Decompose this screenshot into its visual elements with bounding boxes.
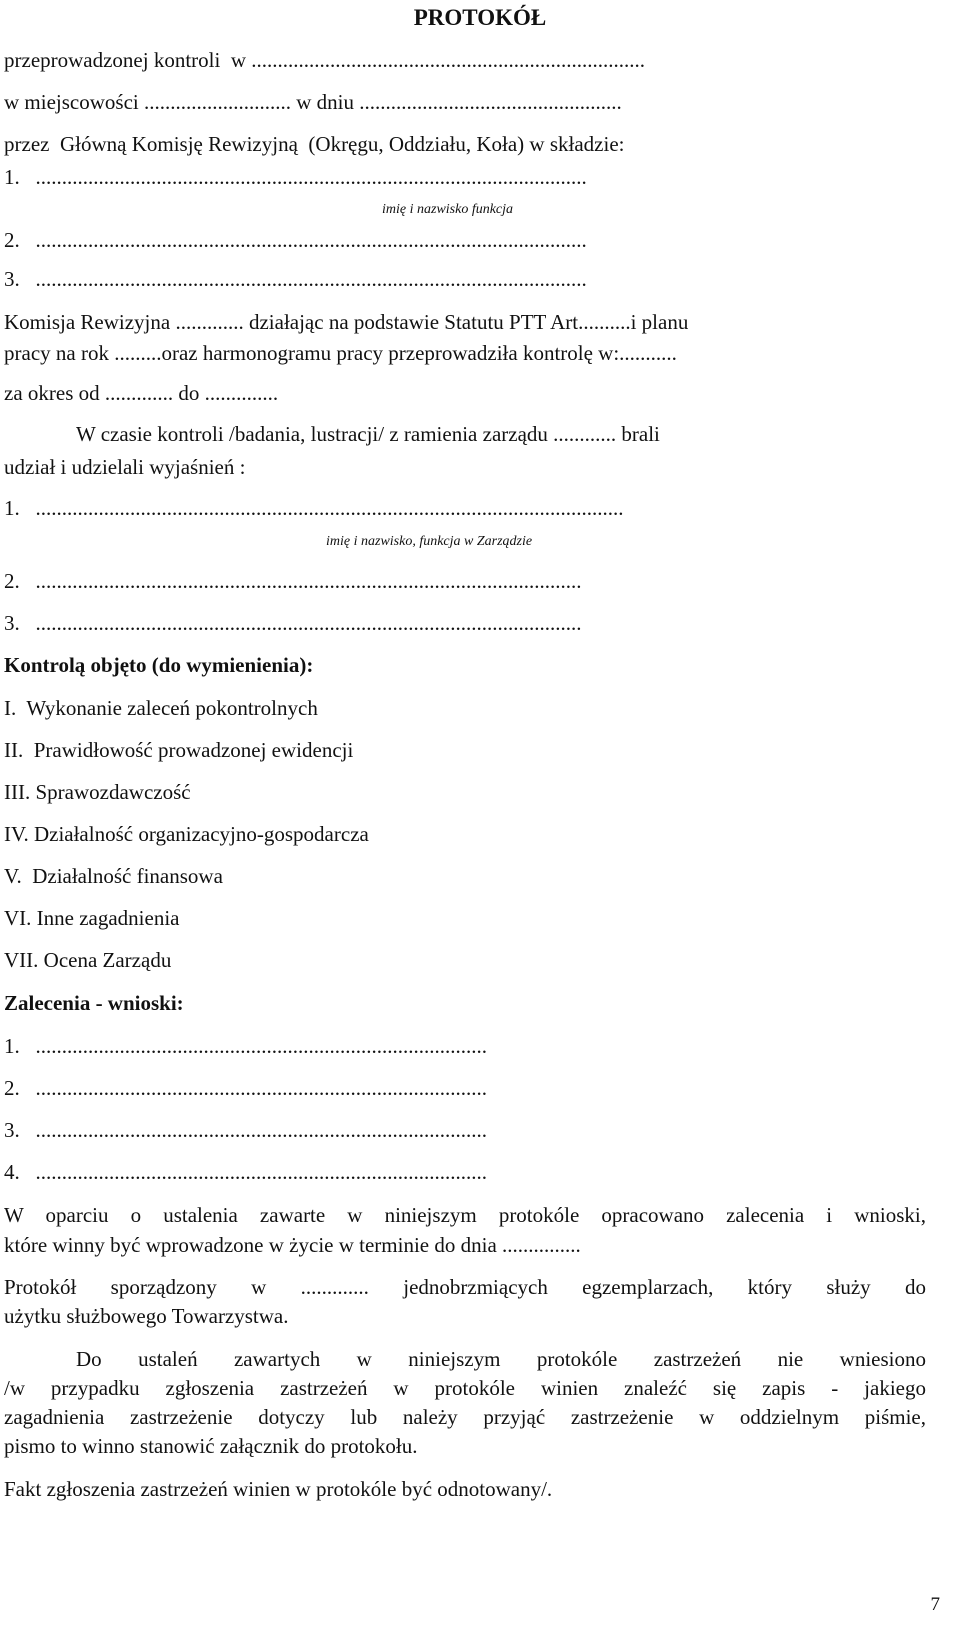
closing-paragraph-4: Fakt zgłoszenia zastrzeżeń winien w protokóle być odnotowany/. xyxy=(4,1477,553,1501)
members-caption: imię i nazwisko funkcja xyxy=(382,202,514,217)
scope-item-6: VI. Inne zagadnienia xyxy=(4,906,180,930)
closing-paragraph-3-line-3: zagadnienia zastrzeżenie dotyczy lub należy przyjąć zastrzeżenie w oddzielnym piśmie, xyxy=(4,1405,926,1429)
period-line: za okres od ............. do .............. xyxy=(4,381,279,405)
participant-line-3: 3. ........................................................................................................ xyxy=(4,611,582,635)
recommendation-line-2: 2. ...................................................................................... xyxy=(4,1076,487,1100)
scope-heading: Kontrolą objęto (do wymienienia): xyxy=(4,653,314,677)
recommendations-heading: Zalecenia - wnioski: xyxy=(4,991,184,1015)
participant-line-1: 1. ................................................................................................................ xyxy=(4,496,624,520)
header-line-commission: przez Główną Komisję Rewizyjną (Okręgu, Oddziału, Koła) w składzie: xyxy=(4,132,625,156)
commission-basis-line: Komisja Rewizyjna ............. działając na podstawie Statutu PTT Art..........i planu xyxy=(4,310,689,334)
closing-paragraph-2-line-2: użytku służbowego Towarzystwa. xyxy=(4,1304,289,1328)
closing-paragraph-3-line-2: /w przypadku zgłoszenia zastrzeżeń w protokóle winien znaleźć się zapis - jakiego xyxy=(4,1376,926,1400)
member-line-1: 1. ......................................................................................................... xyxy=(4,165,587,189)
document-title: PROTOKÓŁ xyxy=(413,5,547,30)
work-plan-line: pracy na rok .........oraz harmonogramu pracy przeprowadziła kontrolę w:........... xyxy=(4,341,677,365)
closing-paragraph-3-line-1: Do ustaleń zawartych w niniejszym protokóle zastrzeżeń nie wniesiono xyxy=(76,1347,926,1371)
participants-caption: imię i nazwisko, funkcja w Zarządzie xyxy=(326,534,533,549)
member-line-3: 3. ......................................................................................................... xyxy=(4,267,587,291)
page-number: 7 xyxy=(930,1594,940,1615)
scope-item-7: VII. Ocena Zarządu xyxy=(4,948,172,972)
header-line-place-date: w miejscowości ............................ w dniu .................................................. xyxy=(4,90,622,114)
recommendation-line-1: 1. ...................................................................................... xyxy=(4,1034,487,1058)
scope-item-4: IV. Działalność organizacyjno-gospodarcza xyxy=(4,822,369,846)
closing-paragraph-1-line-2: które winny być wprowadzone w życie w terminie do dnia ............... xyxy=(4,1233,581,1257)
participant-line-2: 2. ........................................................................................................ xyxy=(4,569,582,593)
header-line-control: przeprowadzonej kontroli w ........................................................................... xyxy=(4,48,646,72)
closing-paragraph-2-line-1: Protokół sporządzony w ............. jednobrzmiących egzemplarzach, który służy do xyxy=(4,1275,926,1299)
during-control-line: W czasie kontroli /badania, lustracji/ z ramienia zarządu ............ brali xyxy=(76,422,660,446)
scope-item-3: III. Sprawozdawczość xyxy=(4,780,191,804)
scope-item-5: V. Działalność finansowa xyxy=(4,864,223,888)
recommendation-line-4: 4. ...................................................................................... xyxy=(4,1160,487,1184)
scope-item-1: I. Wykonanie zaleceń pokontrolnych xyxy=(4,696,318,720)
closing-paragraph-3-line-4: pismo to winno stanowić załącznik do protokołu. xyxy=(4,1434,418,1458)
participation-line: udział i udzielali wyjaśnień : xyxy=(4,455,246,479)
recommendation-line-3: 3. ...................................................................................... xyxy=(4,1118,487,1142)
scope-item-2: II. Prawidłowość prowadzonej ewidencji xyxy=(4,738,354,762)
member-line-2: 2. ......................................................................................................... xyxy=(4,228,587,252)
closing-paragraph-1-line-1: W oparciu o ustalenia zawarte w niniejszym protokóle opracowano zalecenia i wnioski, xyxy=(4,1203,926,1227)
